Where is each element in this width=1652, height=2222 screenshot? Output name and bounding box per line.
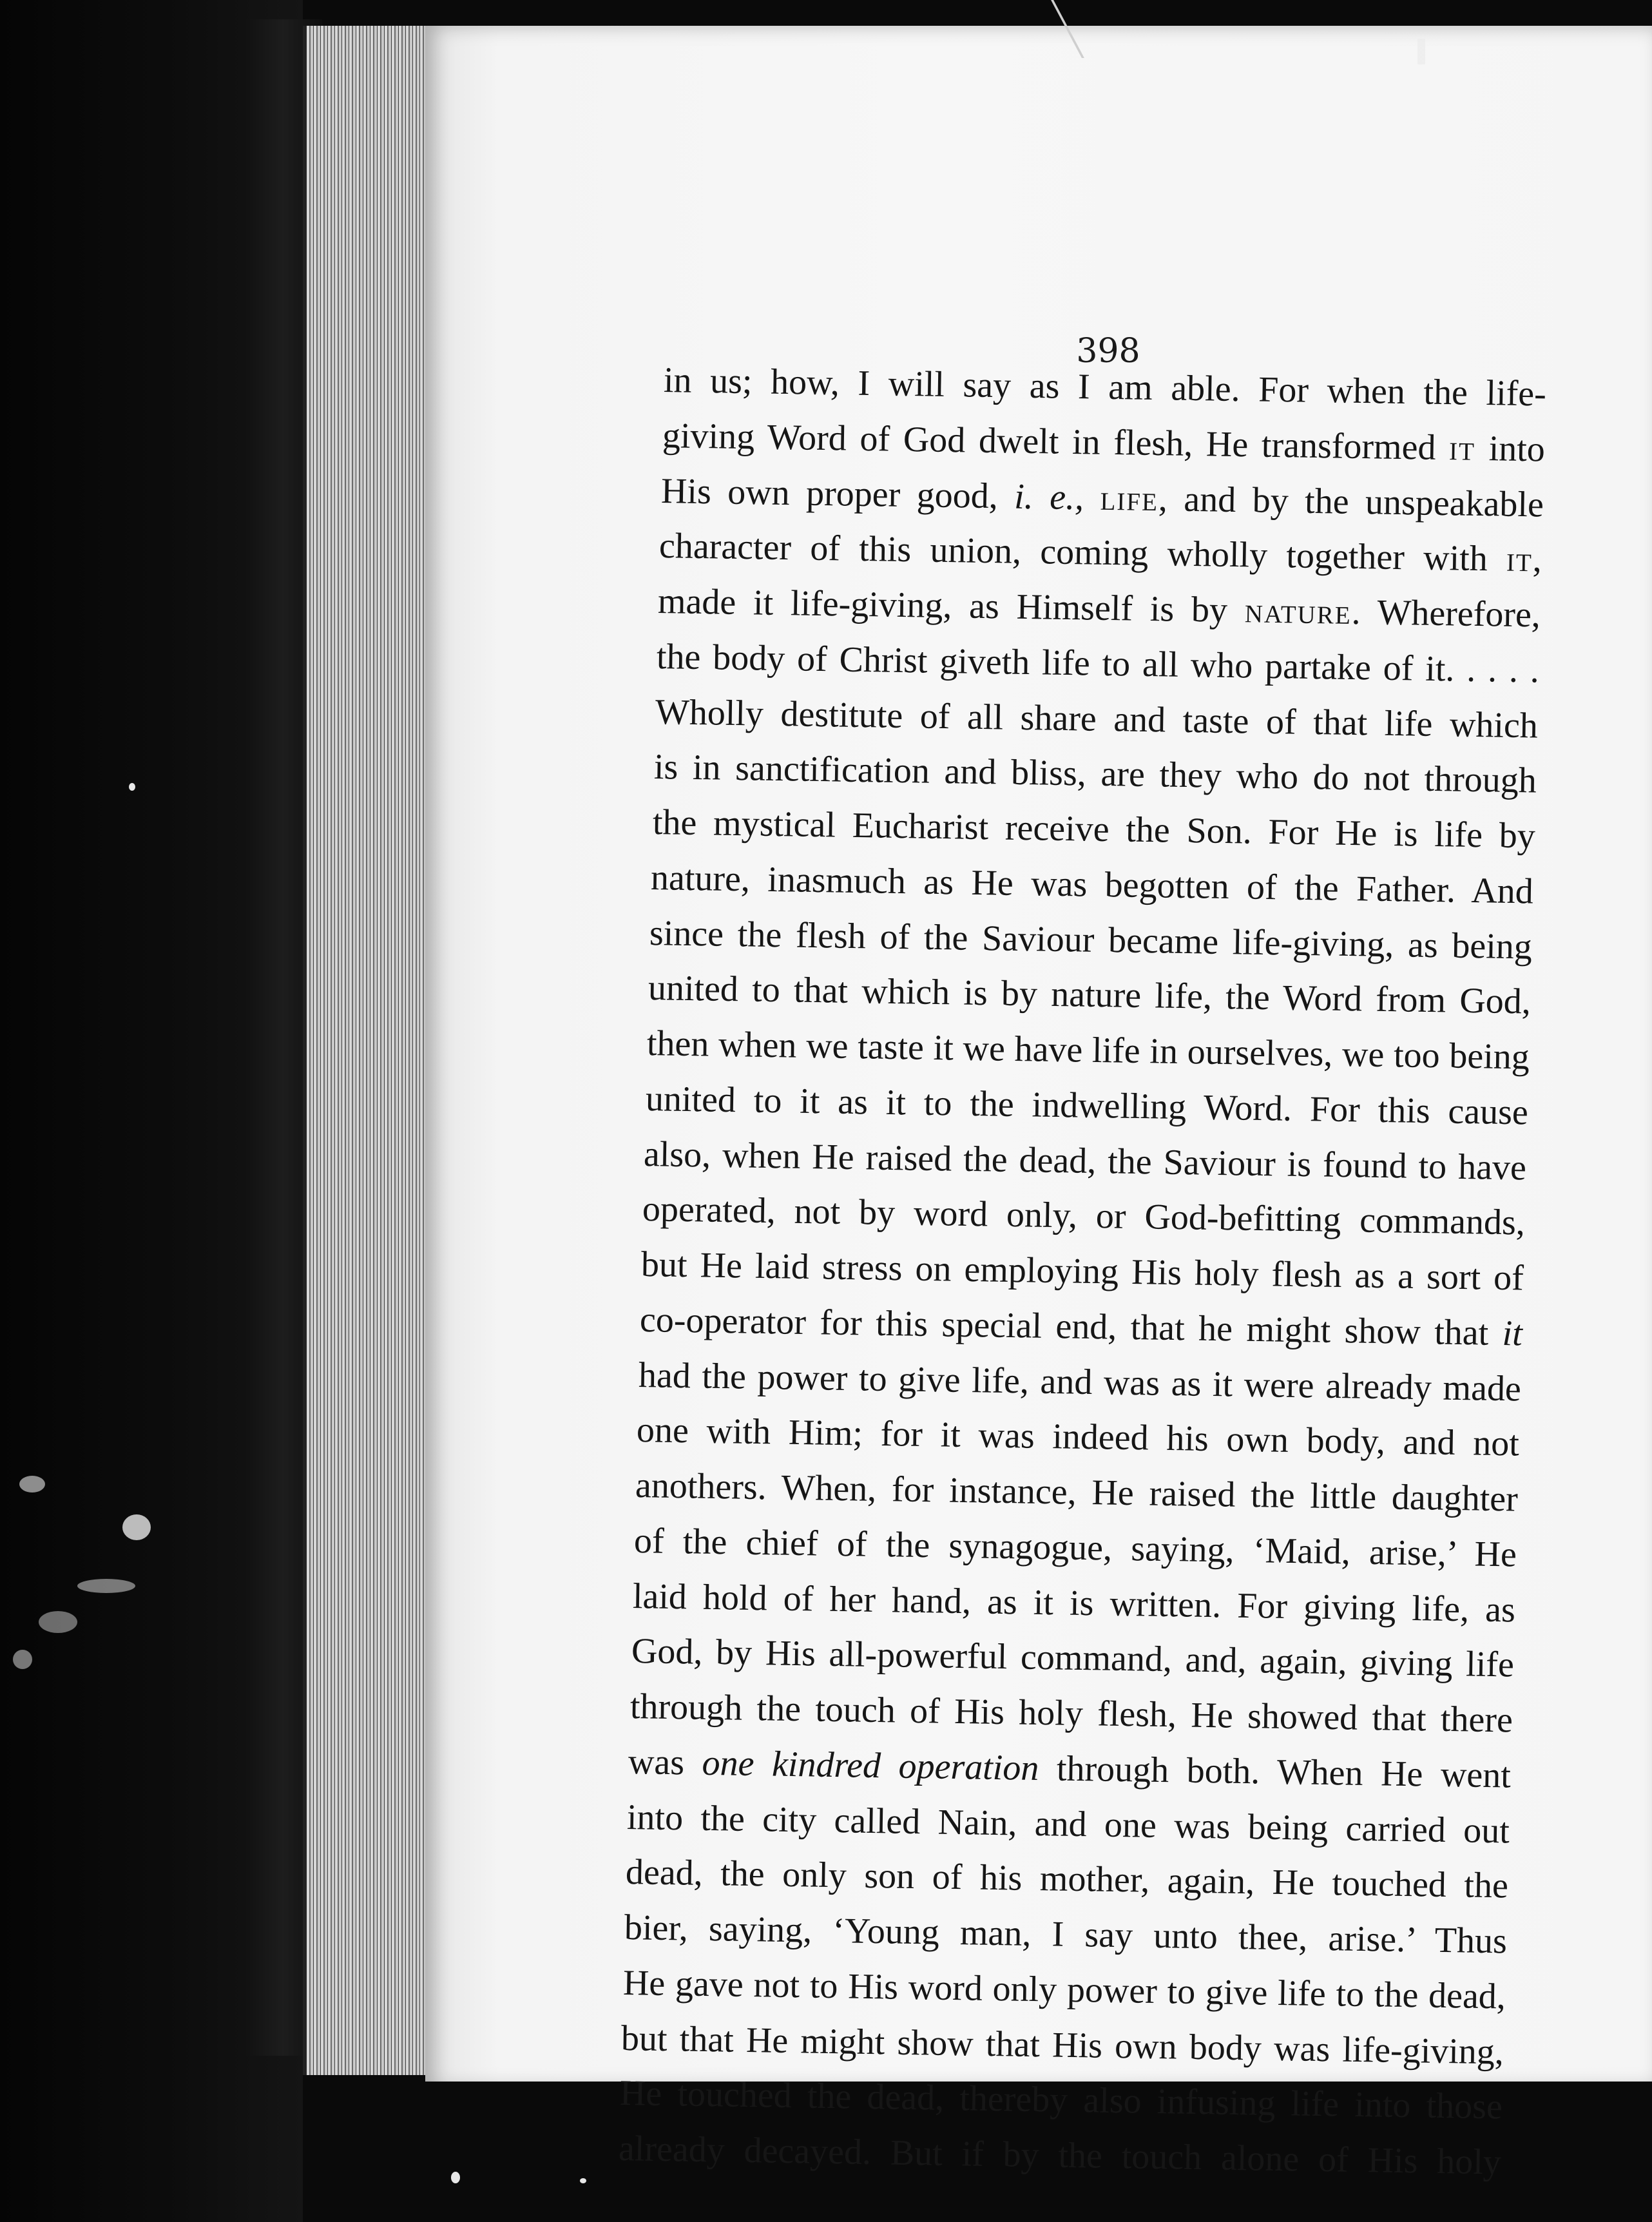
text-line: God, by His all-powerful command, and, again, giving life [631,1631,1515,1685]
text-line: He touched the dead, thereby also infusing life into those [619,2073,1503,2127]
dust-speck [13,1650,32,1669]
text-line: but He laid stress on employing His holy flesh as a sort of [640,1244,1524,1299]
dust-speck [77,1579,135,1593]
text-line: nature, inasmuch as He was begotten of the Father. And [650,857,1534,912]
text-line: then when we taste it we have life in ourselves, we too being [646,1023,1530,1077]
page-number: 398 [1076,332,1140,371]
text-line: united to it as it to the indwelling Word. For this cause [645,1078,1528,1133]
dust-speck [451,2172,460,2183]
text-line: dead, the only son of his mother, again, He touched the [625,1852,1509,1906]
text-line: His own proper good, i. e., life, and by the unspeakable [660,470,1544,525]
dust-speck [1417,39,1425,64]
text-line: united to that which is by nature life, the Word from God, [648,968,1532,1022]
text-line: had the power to give life, and was as it were already made [638,1355,1521,1409]
text-line: one with Him; for it was indeed his own body, and not [636,1410,1520,1464]
text-line: made it life-giving, as Himself is by nature. Wherefore, [657,581,1541,635]
dust-speck [122,1514,151,1540]
text-line: Wholly destitute of all share and taste of that life which [655,691,1539,746]
text-line: since the flesh of the Saviour became life-giving, as being [649,913,1533,967]
text-line: was one kindred operation through both. When He went [628,1741,1512,1796]
dust-speck [19,1476,45,1493]
text-line: bier, saying, ‘Young man, I say unto thee, arise.’ Thus [624,1908,1508,1962]
text-line: character of this union, coming wholly together with it, [658,526,1542,580]
text-line: but that He might show that His own body was life-giving, [620,2018,1504,2072]
text-line: also, when He raised the dead, the Saviour is found to have [643,1134,1527,1188]
text-line: operated, not by word only, or God-befitting commands, [642,1189,1526,1243]
dust-speck [129,783,135,791]
text-line: in us; how, I will say as I am able. For when the life- [663,360,1547,414]
text-line: of the chief of the synagogue, saying, ‘Maid, arise,’ He [633,1520,1517,1575]
text-line: the mystical Eucharist receive the Son. For He is life by [652,802,1535,856]
text-line: laid hold of her hand, as it is written. For giving life, as [632,1576,1516,1630]
text-line: through the touch of His holy flesh, He showed that there [629,1686,1513,1741]
dust-speck [39,1611,77,1633]
text-line: is in sanctification and bliss, are they who do not through [653,747,1537,801]
text-line: co-operator for this special end, that he might show that it [639,1299,1523,1354]
text-line: the body of Christ giveth life to all who partake of it. . . . . [656,636,1540,691]
text-line: giving Word of God dwelt in flesh, He transformed it into [662,415,1546,470]
text-line: He gave not to His word only power to give life to the dead, [622,1962,1506,2017]
text-line: already decayed. But if by the touch alone of His holy [618,2129,1502,2183]
dust-speck [580,2178,586,2183]
text-line: into the city called Nain, and one was being carried out [626,1797,1510,1851]
text-line: anothers. When, for instance, He raised the little daughter [635,1465,1519,1520]
